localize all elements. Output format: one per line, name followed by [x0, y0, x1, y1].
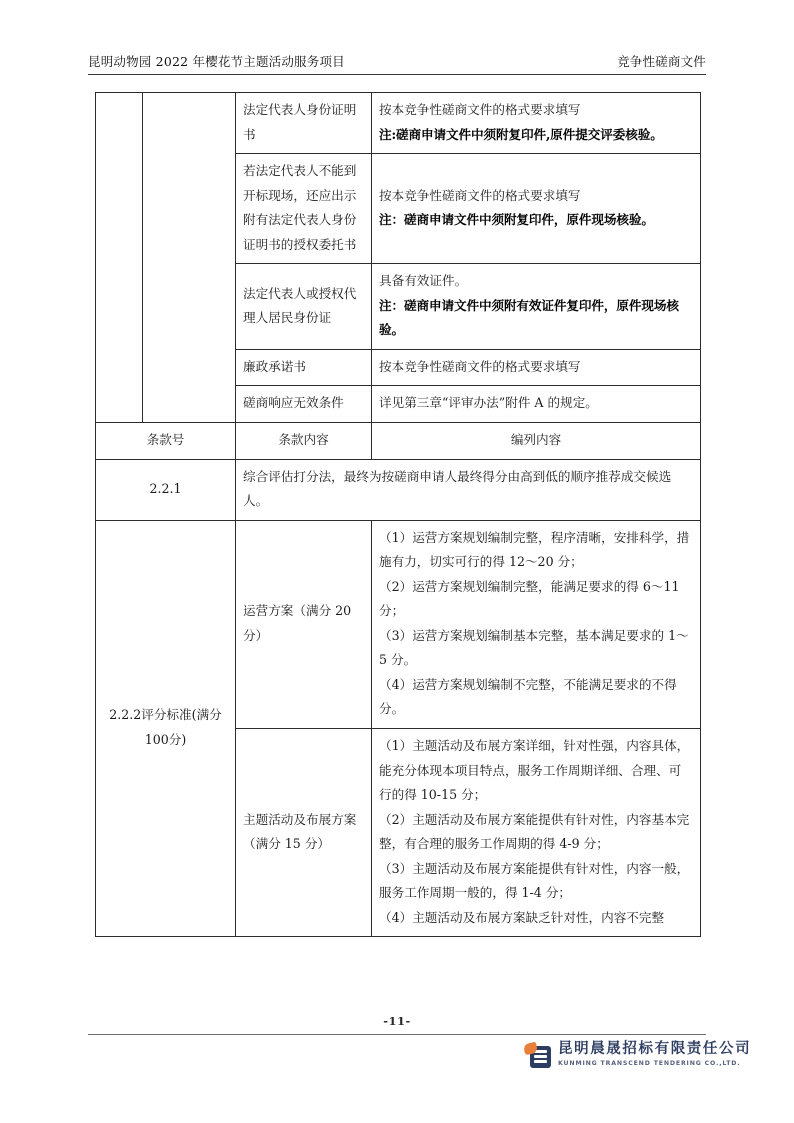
- requirement-label: 法定代表人身份证明书: [236, 93, 372, 154]
- company-logo-text: [558, 1042, 751, 1069]
- column-header-clause-no: 条款号: [96, 423, 236, 460]
- clause-table: [95, 92, 701, 937]
- column-header-clause-content: 条款内容: [236, 423, 372, 460]
- company-name-cn: 昆明晨晟招标有限责任公司: [558, 1041, 752, 1057]
- company-name-en: KUNMING TRANSCEND TENDERING CO.,LTD.: [558, 1059, 741, 1067]
- content-line: 按本竞争性磋商文件的格式要求填写: [379, 187, 581, 203]
- page-number: -11-: [383, 1014, 411, 1028]
- content-note: 注：磋商申请文件中须附有效证件复印件，原件现场核验。: [379, 297, 679, 338]
- requirement-label: 磋商响应无效条件: [236, 386, 372, 423]
- header-divider: [88, 74, 706, 75]
- criterion-item: （4）主题活动及布展方案缺乏针对性，内容不完整: [379, 909, 665, 925]
- empty-clause-content-cell: [143, 93, 236, 423]
- requirement-content: [372, 93, 701, 154]
- table-header-row: [96, 423, 701, 460]
- criterion-item: （3）运营方案规划编制基本完整，基本满足要求的 1～5 分。: [379, 627, 689, 668]
- criterion-items: [372, 729, 701, 937]
- column-header-compiled-content: 编列内容: [372, 423, 701, 460]
- empty-clause-no-cell: [96, 93, 143, 423]
- clause-table-container: [95, 92, 700, 937]
- requirement-content: [372, 264, 701, 350]
- criterion-item: （1）主题活动及布展方案详细，针对性强，内容具体，能充分体现本项目特点，服务工作周期详细、合理、可行的得 10-15 分；: [379, 738, 690, 803]
- criterion-item: （3）主题活动及布展方案能提供有针对性，内容一般，服务工作周期一般的，得 1-4 分；: [379, 860, 690, 901]
- criterion-title: 运营方案（满分 20 分）: [236, 520, 372, 728]
- content-line: 详见第三章“评审办法”附件 A 的规定。: [379, 395, 598, 411]
- content-line: 按本竞争性磋商文件的格式要求填写: [379, 102, 581, 117]
- table-row: [96, 93, 701, 154]
- running-header: [88, 52, 706, 70]
- requirement-label: 若法定代表人不能到开标现场，还应出示附有法定代表人身份证明书的授权委托书: [236, 154, 372, 264]
- footer-divider: [88, 1034, 706, 1035]
- requirement-content: [372, 386, 701, 423]
- requirement-label: 法定代表人或授权代理人居民身份证: [236, 264, 372, 350]
- table-row-221: [96, 459, 701, 520]
- content-note: 注:磋商申请文件中须附复印件,原件提交评委核验。: [379, 126, 663, 142]
- criterion-item: （2）主题活动及布展方案能提供有针对性，内容基本完整，有合理的服务工作周期的得 4-9 分；: [379, 811, 690, 852]
- requirement-label: 廉政承诺书: [236, 349, 372, 386]
- clause-content-221: 综合评估打分法，最终为按磋商申请人最终得分由高到低的顺序推荐成交候选人。: [236, 459, 701, 520]
- clause-number-222: 2.2.2评分标准(满分100分): [96, 520, 236, 937]
- table-row-222-criterion-1: [96, 520, 701, 728]
- criterion-item: （1）运营方案规划编制完整，程序清晰，安排科学，措施有力，切实可行的得 12～20 分；: [379, 529, 690, 570]
- requirement-content: [372, 349, 701, 386]
- header-document-type: 竞争性磋商文件: [617, 54, 706, 69]
- criterion-title: 主题活动及布展方案（满分 15 分）: [236, 729, 372, 937]
- criterion-item: （4）运营方案规划编制不完整，不能满足要求的不得分。: [379, 676, 677, 717]
- company-logo-icon: [524, 1042, 551, 1068]
- header-project-title: 昆明动物园 2022 年樱花节主题活动服务项目: [88, 54, 345, 69]
- requirement-content: [372, 154, 701, 264]
- content-line: 按本竞争性磋商文件的格式要求填写: [379, 358, 581, 374]
- content-line: 具备有效证件。: [379, 273, 468, 289]
- criterion-item: （2）运营方案规划编制完整，能满足要求的得 6～11 分；: [379, 578, 680, 619]
- company-logo: [524, 1042, 751, 1069]
- content-note: 注：磋商申请文件中须附复印件，原件现场核验。: [379, 212, 654, 228]
- clause-number-221: 2.2.1: [96, 459, 236, 520]
- criterion-items: [372, 520, 701, 728]
